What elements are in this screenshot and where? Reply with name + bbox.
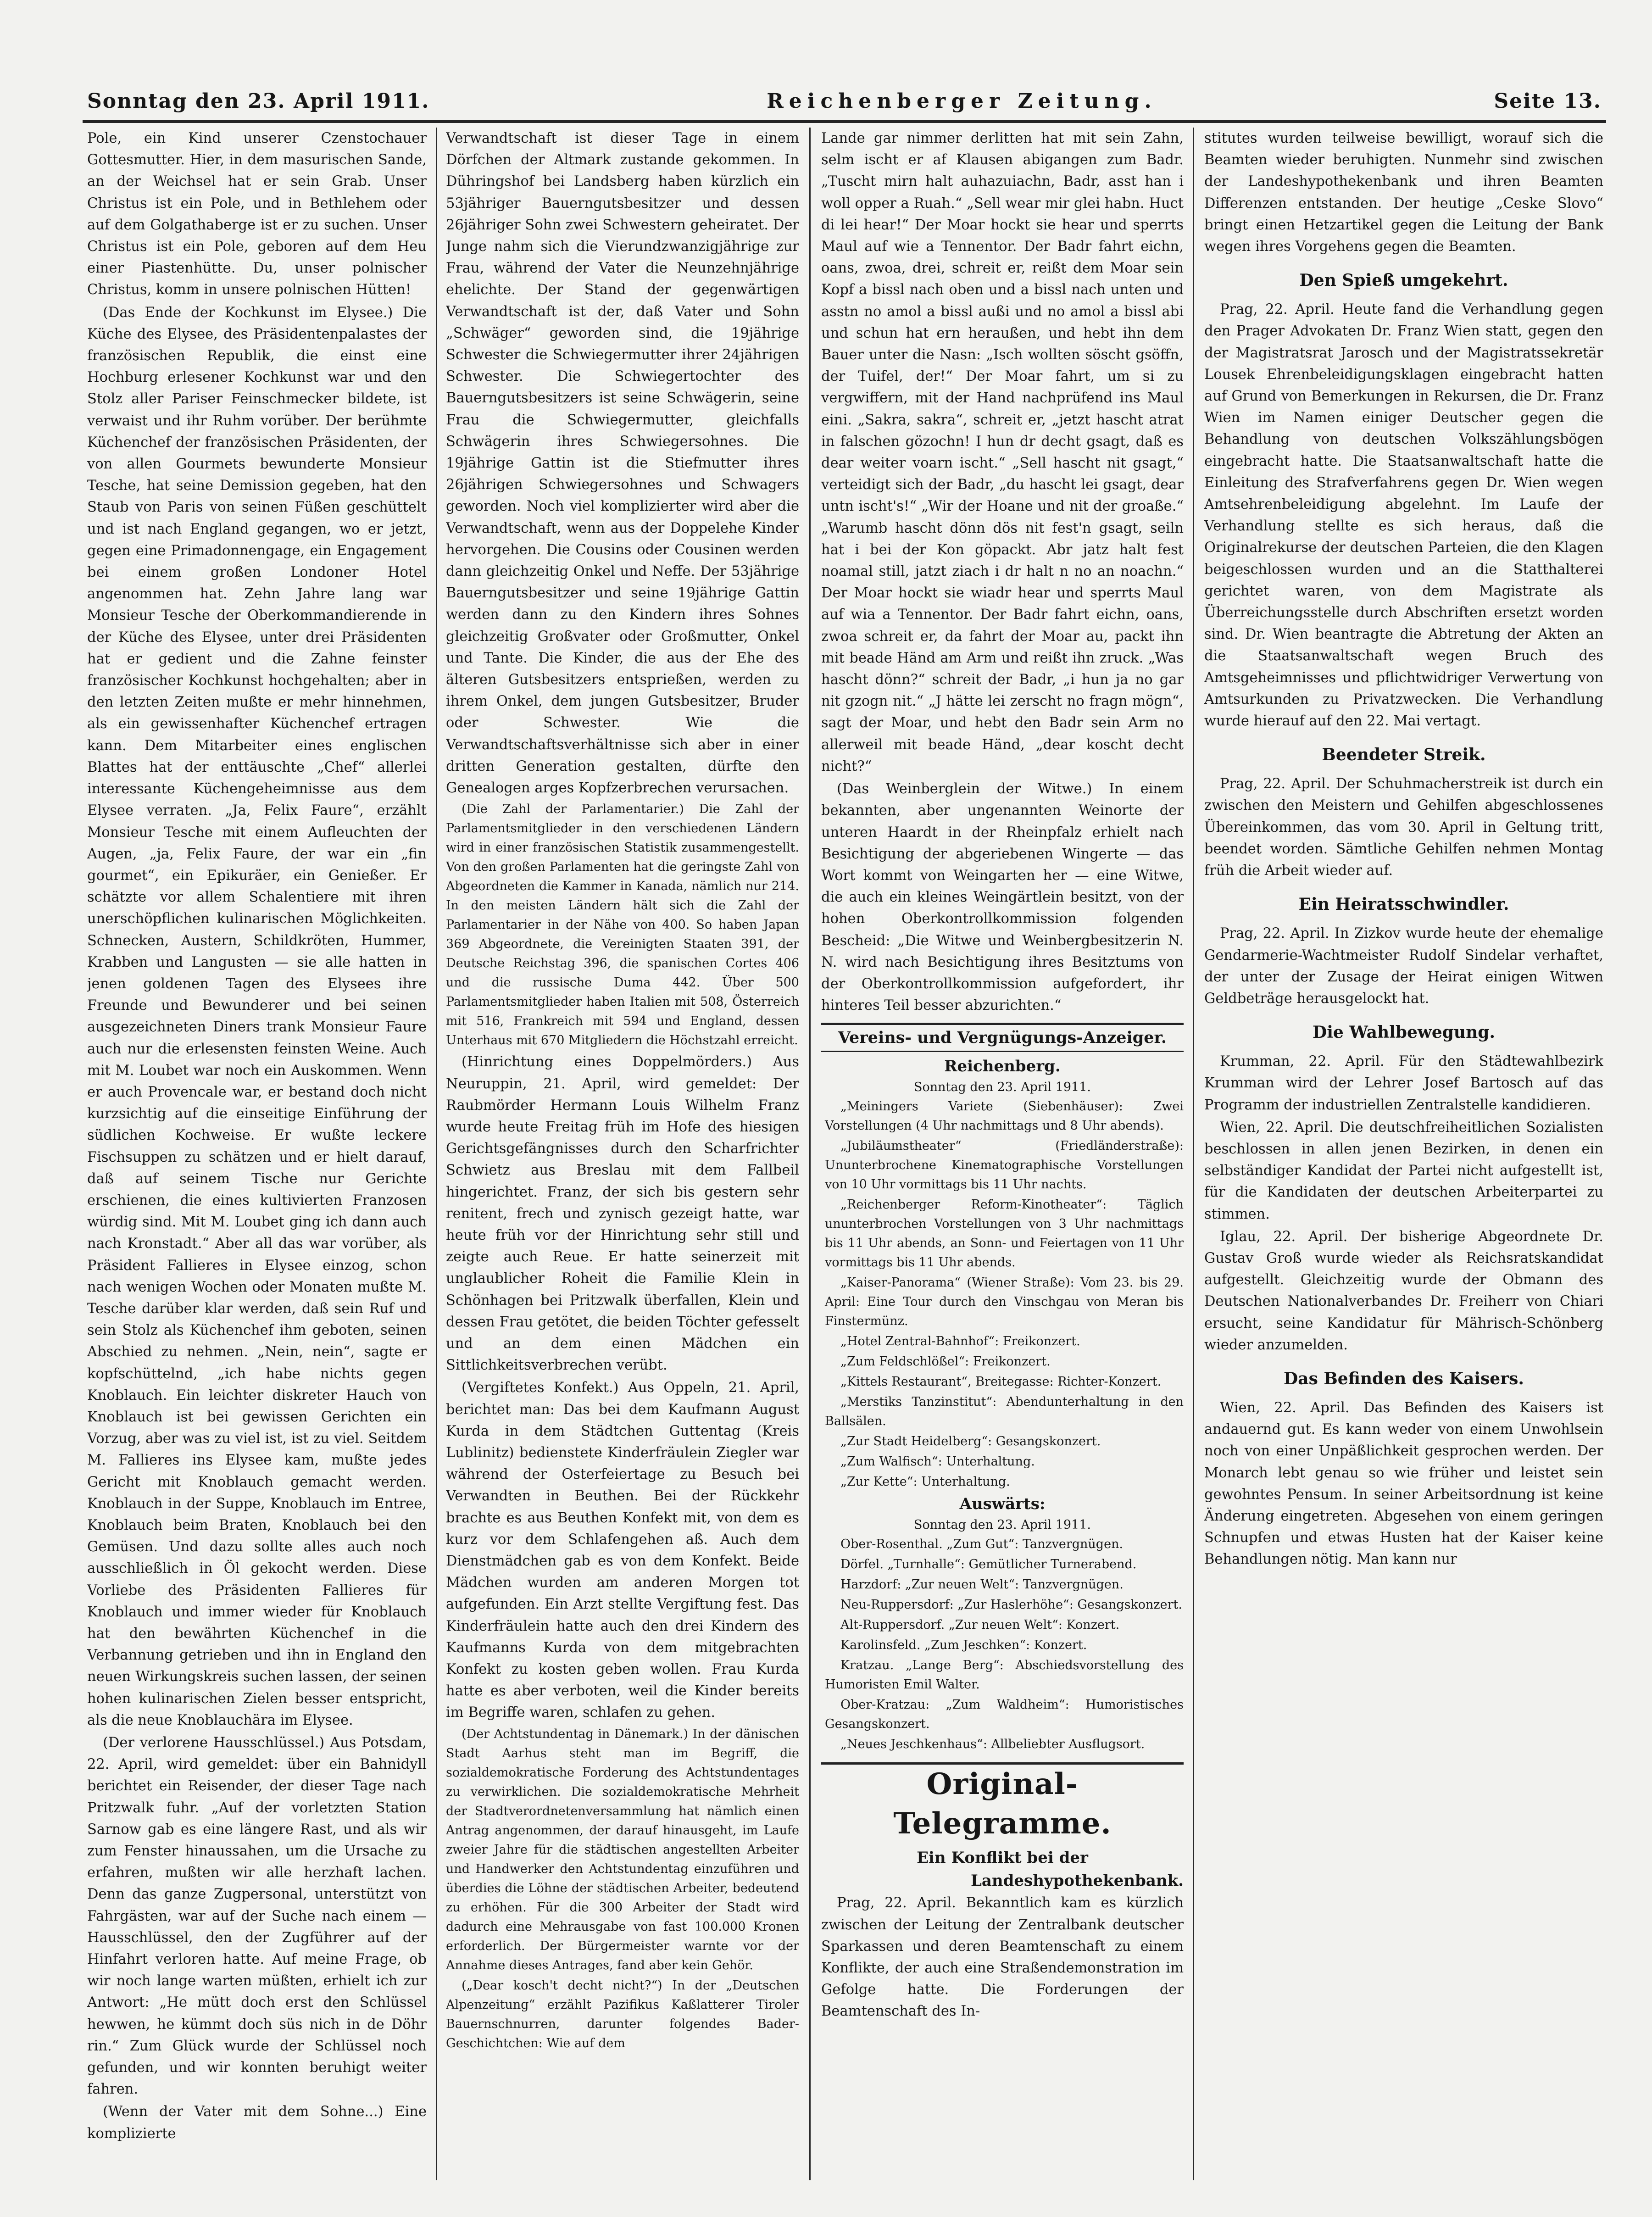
ad-item: „Zur Kette“: Unterhaltung. — [840, 1475, 1010, 1489]
page-header — [87, 83, 1602, 119]
column-divider — [809, 128, 811, 2180]
ad-item: „Kittels Restaurant“, Breitegasse: Richter-Konzert. — [840, 1375, 1162, 1389]
ad-item: Dörfel. „Turnhalle“: Gemütlicher Turnerabend. — [840, 1557, 1137, 1572]
ads-place: Reichenberg. — [944, 1057, 1061, 1076]
ad-item: Ober-Kratzau: „Zum Waldheim“: Humoristisches Gesangskonzert. — [825, 1698, 1184, 1732]
masthead: Reichenberger Zeitung. — [767, 89, 1157, 113]
ad-item: Kratzau. „Lange Berg“: Abschiedsvorstellung des Humoristen Emil Walter. — [825, 1658, 1184, 1692]
ad-item: „Hotel Zentral-Bahnhof“: Freikonzert. — [840, 1334, 1080, 1349]
article-heading: Ein Heiratsschwindler. — [1298, 895, 1509, 914]
article-paragraph: Iglau, 22. April. Der bisherige Abgeordnete Dr. Gustav Groß wurde wieder als Reichsratskandidat aufgestellt. Gleichzeitig wurde der Obmann des Deutschen Nationalverbandes Dr. Freiherr von Chiari ersucht, seine Kandidatur für Mährisch-Schönberg wieder anzumelden. — [1204, 1228, 1603, 1353]
ad-item: Karolinsfeld. „Zum Jeschken“: Konzert. — [840, 1638, 1087, 1653]
ad-item: „Neues Jeschkenhaus“: Allbeliebter Ausflugsort. — [840, 1737, 1145, 1752]
article-paragraph: (Das Ende der Kochkunst im Elysee.) Die Küche des Elysee, des Präsidentenpalastes der französischen Republik, die einst eine Hochburg erlesener Kochkunst war und den Stolz aller Pariser Feinschmecker bildete, ist verwaist und ihr Ruhm vorüber. Der berühmte Küchenchef der französischen Präsidenten, der von allen Gourmets bewunderte Monsieur Tesche, hat seine Demission gegeben, hat den Staub von Paris von seinen Füßen geschüttelt und ist nach England gegangen, wo er jetzt, gegen eine Primadonnengage, ein Engagement bei einem großen Londoner Hotel angenommen hat. Zehn Jahre lang war Monsieur Tesche der Oberkommandierende in der Küche des Elysee, unter drei Präsidenten hat er gedient und die Zahne feinster französischer Kochkunst hochgehalten; aber in den letzten Zeiten mußte er mehr hinnehmen, als ein gewissenhafter Küchenchef ertragen kann. Dem Mitarbeiter eines englischen Blattes hat der enttäuschte „Chef“ allerlei interessante Küchengeheimnisse aus dem Elysee verraten. „Ja, Felix Faure“, erzählt Monsieur Tesche mit einem Aufleuchten der Augen, „ja, Felix Faure, der war ein „fin gourmet“, ein Epikuräer, ein Genießer. Er schätzte vor allem Schalentiere mit ihren unerschöpflichen kulinarischen Möglichkeiten. Schnecken, Austern, Schildkröten, Hummer, Krabben und Langusten — sie alle hatten in jenen goldenen Tagen des Elysees ihre Freunde und Bewunderer und bei seinen ausgezeichneten Diners trank Monsieur Faure auch nur die erlesensten feinsten Weine. Auch mit M. Loubet war noch ein Auskommen. Wenn er auch Provencale war, er bestand doch nicht kurzsichtig auf die einseitige Einführung der südlichen Kochweise. Er wußte leckere Fischsuppen zu schätzen und er hielt darauf, daß auf seinem Tische nur Gerichte erschienen, die eines kultivierten Franzosen würdig sind. Mit M. Loubet ging ich dann auch nach Kronstadt.“ Aber all das war vorüber, als Präsident Fallieres in Elysee einzog, schon nach wenigen Wochen oder Monaten mußte M. Tesche darüber klar werden, daß sein Ruf und sein Stolz als Küchenchef ihm geboten, seinen Abschied zu nehmen. „Nein, nein“, sagte er kopfschüttelnd, „ich habe nichts gegen Knoblauch. Ein leichter diskreter Hauch von Knoblauch ist bei gewissen Gerichten ein Vorzug, aber was zu viel ist, ist zu viel. Seitdem M. Fallieres ins Elysee kam, mußte jedes Gericht mit Knoblauch gemacht werden. Knoblauch in der Suppe, Knoblauch im Entree, Knoblauch beim Braten, Knoblauch bei den Gemüsen. Und dazu sollte alles auch noch ausschließlich in Öl gekocht werden. Diese Vorliebe des Präsidenten Fallieres für Knoblauch und immer wieder für Knoblauch hat den bewährten Küchenchef in die Verbannung getrieben und ihn in England den neuen Wirkungskreis suchen lassen, der seinen hohen kulinarischen Zielen besser entspricht, als die neue Knoblauchära im Elysee. — [87, 304, 427, 1728]
article-paragraph: Wien, 22. April. Das Befinden des Kaisers ist andauernd gut. Es kann weder von einem Unwohlsein noch von einer Unpäßlichkeit gesprochen werden. Der Monarch lebt genau so wie früher und leistet sein gewohntes Pensum. In seiner Arbeitsordnung ist keine Änderung eingetreten. Abgesehen von einem geringen Schnupfen und etwas Husten hat der Kaiser keine Behandlungen nötig. Man kann nur — [1204, 1399, 1603, 1568]
article-heading: Das Befinden des Kaisers. — [1284, 1369, 1524, 1388]
ad-item: „Zur Stadt Heidelberg“: Gesangskonzert. — [840, 1434, 1101, 1449]
telegram-section-title: Original-Telegramme. — [821, 1762, 1184, 1844]
article-paragraph: (Der Achtstundentag in Dänemark.) In der dänischen Stadt Aarhus steht man im Begriff, die sozialdemokratische Forderung des Achtstundentages zu verwirklichen. Die sozialdemokratische Mehrheit der Stadtverordnetenversammlung hat nämlich einen Antrag angenommen, der darauf hinausgeht, im Laufe zweier Jahre für die städtischen angestellten Arbeiter und Handwerker den Achtstundentag einzuführen und überdies die Löhne der städtischen Arbeiter, bedeutend zu erhöhen. Für die 300 Arbeiter der Stadt wird dadurch eine Mehrausgabe von fast 100.000 Kronen erforderlich. Der Bürgermeister warnte vor der Annahme dieses Antrages, fand aber kein Gehör. — [446, 1727, 799, 1972]
article-paragraph: (Vergiftetes Konfekt.) Aus Oppeln, 21. April, berichtet man: Das bei dem Kaufmann August Kurda in dem Städtchen Guttentag (Kreis Lublinitz) bedienstete Kinderfräulein Ziegler war während der Osterfeiertage zu Besuch bei Verwandten in Beuthen. Bei der Rückkehr brachte es aus Beuthen Konfekt mit, von dem es kurz vor dem Schlafengehen aß. Auch dem Dienstmädchen gab es von dem Konfekt. Beide Mädchen wurden am anderen Morgen tot aufgefunden. Ein Arzt stellte Vergiftung fest. Das Kinderfräulein hatte auch den drei Kindern des Kaufmanns Kurda von dem mitgebrachten Konfekt zu kosten geben wollen. Frau Kurda hatte es aber verboten, weil die Kinder bereits im Begriffe waren, schlafen zu gehen. — [446, 1380, 799, 1721]
article-paragraph: (Die Zahl der Parlamentarier.) Die Zahl der Parlamentsmitglieder in den verschiedenen Ländern wird in einer französischen Statistik zusammengestellt. Von den großen Parlamenten hat die geringste Zahl von Abgeordneten die Kammer in Kanada, nämlich nur 214. In den meisten Ländern hält sich die Zahl der Parlamentarier in der Nähe von 400. So haben Japan 369 Abgeordnete, die Vereinigten Staaten 391, der Deutsche Reichstag 396, die spanischen Cortes 406 und die russische Duma 442. Über 500 Parlamentsmitglieder haben Italien mit 508, Österreich mit 516, Frankreich mit 594 und England, dessen Unterhaus mit 670 Mitgliedern die Höchstzahl erreicht. — [446, 802, 799, 1048]
article-paragraph: Prag, 22. April. Der Schuhmacherstreik ist durch ein zwischen den Meistern und Gehilfen abgeschlossenes Übereinkommen, das vom 30. April in Geltung tritt, beendet worden. Sämtliche Gehilfen nehmen Montag früh die Arbeit wieder auf. — [1204, 776, 1603, 879]
ads-date: Sonntag den 23. April 1911. — [914, 1080, 1091, 1095]
ad-item: „Reichenberger Reform-Kinotheater“: Täglich ununterbrochen Vorstellungen von 3 Uhr nachmittags bis 11 Uhr abends, an Sonn- und Feiertagen von 11 Uhr vormittags bis 11 Uhr abends. — [825, 1198, 1184, 1270]
column-3 — [821, 128, 1184, 2180]
ad-item: Ober-Rosenthal. „Zum Gut“: Tanzvergnügen. — [840, 1537, 1124, 1552]
telegram-subhead: Ein Konflikt bei der — [917, 1849, 1088, 1867]
ad-item: „Jubiläumstheater“ (Friedländerstraße): Ununterbrochene Kinematographische Vorstellungen von 10 Uhr vormittags bis 11 Uhr nachts. — [825, 1139, 1184, 1192]
column-1 — [87, 128, 427, 2180]
ads2-title: Auswärts: — [959, 1495, 1046, 1514]
ad-item: „Zum Walfisch“: Unterhaltung. — [840, 1454, 1035, 1469]
article-paragraph: stitutes wurden teilweise bewilligt, worauf sich die Beamten wieder beruhigten. Nunmehr sind zwischen der Landeshypothekenbank und ihren Beamten Differenzen entstanden. Der heutige „Ceske Slovo“ bringt einen Hetzartikel gegen die Leitung der Bank wegen ihres Vorgehens gegen die Beamten. — [1204, 130, 1603, 255]
article-heading: Beendeter Streik. — [1322, 745, 1486, 765]
article-paragraph: Lande gar nimmer derlitten hat mit sein Zahn, selm ischt er af Klausen abigangen zum Badr. „Tuscht mirn halt auhazuiachn, Badr, asst han i woll opper a Ruah.“ „Sell wear mir glei habn. Huct di lei hear!“ Der Moar hockt sie hear und sperrts Maul auf wie a Tennentor. Der Badr fahrt eichn, oans, zwoa, drei, schreit er, reißt dem Moar sein Kopf a bissl nach oben und a bissl nach unten und asstn no amol a bissl außi und no amol a bissl abi und schun hat ern heraußen, und hebt ihn dem Bauer unter die Nasn: „Isch wollten söscht gsöffn, der Tuifel, der!“ Der Moar fahrt, um si zu vergwiffern, mit der Hand nachprüfend ins Maul eini. „Sakra, sakra“, schreit er, „jetzt hascht atrat in falschen gözochn! I hun dr decht gsagt, daß es dear weiter voarn ischt.“ „Sell hascht nit gsagt,“ verteidigt sich der Badr, „du hascht lei gsagt, dear untn ischt's!“ „Wir der Hoane und nit der groaße.“ „Warumb hascht dönn dös nit fest'n gsagt, seiln hat i bei der Kon göpackt. Abr jatz halt fest noamal still, jatzt ziach i dr halt n no an noachn.“ Der Moar hockt sie wiadr hear und sperrts Maul auf wia a Tennentor. Der Badr fahrt eichn, oans, zwoa schreit er, da fahrt der Moar au, packt ihn mit beade Händ am Arm und reißt ihn zruck. „Was hascht dönn?“ schreit der Badr, „i hun ja no gar nit gzogn nit.“ „J hätte lei zerscht no fragn mögn“, sagt der Moar, und hebt den Badr sein Arm no allerweil mit beade Händ, „dear koscht decht nicht?“ — [821, 130, 1184, 774]
ad-item: „Zum Feldschlößel“: Freikonzert. — [840, 1354, 1051, 1369]
ad-item: „Kaiser-Panorama“ (Wiener Straße): Vom 23. bis 29. April: Eine Tour durch den Vinschgau von Meran bis Finstermünz. — [825, 1276, 1184, 1329]
article-paragraph: Prag, 22. April. Heute fand die Verhandlung gegen den Prager Advokaten Dr. Franz Wien statt, gegen den der Magistratsrat Jarosch und der Magistratssekretär Lousek Ehrenbeleidigungsklagen eingebracht hatten auf Grund von Bemerkungen in Rekursen, die Dr. Franz Wien im Namen einiger Deutscher gegen die Behandlung von deutschen Volkszählungsbögen eingebracht hatte. Die Staatsanwaltschaft hatte die Einleitung des Strafverfahrens gegen Dr. Wien wegen Amtsehrenbeleidigung abgelehnt. Im Laufe der Verhandlung stellte es sich heraus, daß die Originalrekurse der deutschen Parteien, die den Klagen beigeschlossen wurden und an die Statthalterei gerichtet waren, von dem Magistrate als Überreichungsstelle durch Abschriften ersetzt worden sind. Dr. Wien beantragte die Abtretung der Akten an die Staatsanwaltschaft wegen Bruch des Amtsgeheimnisses und pflichtwidriger Verwertung von Amtsurkunden zu Privatzwecken. Die Verhandlung wurde hierauf auf den 22. Mai vertagt. — [1204, 301, 1603, 730]
ad-item: „Meiningers Variete (Siebenhäuser): Zwei Vorstellungen (4 Uhr nachmittags und 8 Uhr abends). — [825, 1099, 1184, 1133]
article-paragraph: Pole, ein Kind unserer Czenstochauer Gottesmutter. Hier, in dem masurischen Sande, an der Weichsel hat er sein Grab. Unser Christus ist ein Pole, und in Bethlehem oder auf dem Golgathaberge ist er zu suchen. Unser Christus ist ein Pole, geboren auf dem Heu einer Piastenhütte. Du, unser polnischer Christus, komm in unsere polnischen Hütten! — [87, 130, 427, 298]
column-divider — [436, 128, 437, 2180]
article-paragraph: (Hinrichtung eines Doppelmörders.) Aus Neuruppin, 21. April, wird gemeldet: Der Raubmörder Hermann Louis Wilhelm Franz wurde heute Freitag früh im Hofe des hiesigen Gerichtsgefängnisses durch den Scharfrichter Schwietz aus Breslau mit dem Fallbeil hingerichtet. Franz, der sich bis gestern sehr renitent, frech und zynisch gezeigt hatte, war heute früh vor der Hinrichtung sehr still und zeigte auch Reue. Er hatte seinerzeit mit unglaublicher Roheit die Familie Klein in Schönhagen bei Pritzwalk überfallen, Klein und dessen Frau getötet, die beiden Töchter gefesselt und an dem einen Mädchen ein Sittlichkeitsverbrechen verübt. — [446, 1054, 799, 1374]
header-rule — [83, 120, 1606, 123]
ad-item: Alt-Ruppersdorf. „Zur neuen Welt“: Konzert. — [840, 1618, 1120, 1632]
article-paragraph: (Das Weinberglein der Witwe.) In einem bekannten, aber ungenannten Weinorte der unteren Haardt in der Rheinpfalz erhielt nach Besichtigung der abgeriebenen Wingerte — das Wort kommt von Weingarten her — eine Witwe, die auch ein kleines Weingärtlein besitzt, von der hohen Oberkontrollkommission folgenden Bescheid: „Die Witwe und Weinbergbesitzerin N. N. wird nach Besichtigung ihres Besitztums von der Oberkontrollkommission aufgefordert, ihr hinteres Teil besser abzurichten.“ — [821, 781, 1184, 1014]
telegram-subhead: Landeshypothekenbank. — [970, 1872, 1184, 1890]
column-divider — [1193, 128, 1194, 2180]
article-heading: Den Spieß umgekehrt. — [1299, 271, 1508, 290]
page-number: Seite 13. — [1494, 89, 1602, 113]
article-paragraph: Krumman, 22. April. Für den Städtewahlbezirk Krumman wird der Lehrer Josef Bartosch auf das Programm der industriellen Zentralstelle kandidieren. — [1204, 1053, 1603, 1113]
ads-section-title: Vereins- und Vergnügungs-Anzeiger. — [821, 1023, 1184, 1052]
article-paragraph: („Dear kosch't decht nicht?“) In der „Deutschen Alpenzeitung“ erzählt Pazifikus Kaßlatterer Tiroler Bauernschnurren, darunter folgendes Bader-Geschichtchen: Wie auf dem — [446, 1978, 799, 2050]
header-date: Sonntag den 23. April 1911. — [87, 89, 430, 113]
article-paragraph: Prag, 22. April. Bekanntlich kam es kürzlich zwischen der Leitung der Zentralbank deutscher Sparkassen und deren Beamtenschaft zu einem Konflikte, der auch eine Straßendemonstration im Gefolge hatte. Die Forderungen der Beamtenschaft des In- — [821, 1895, 1184, 2020]
article-paragraph: Verwandtschaft ist dieser Tage in einem Dörfchen der Altmark zustande gekommen. In Dühringshof bei Landsberg haben kürzlich ein 53jähriger Bauerngutsbesitzer und dessen 26jähriger Sohn zwei Schwestern geheiratet. Der Junge nahm sich die Vierundzwanzigjährige zur Frau, während der Vater die Neunzehnjährige ehelichte. Der Stand der gegenwärtigen Verwandtschaft ist der, daß Vater und Sohn „Schwäger“ geworden sind, die 19jährige Schwester die Schwiegermutter ihrer 24jährigen Schwester. Die Schwiegertochter des Bauerngutsbesitzers ist seine Schwägerin, seine Frau die Schwiegermutter, gleichfalls Schwägerin ihres Schwiegersohnes. Die 19jährige Gattin ist die Stiefmutter ihres 26jährigen Schwiegersohnes und Schwagers geworden. Noch viel komplizierter wird aber die Verwandtschaft, wenn aus der Doppelehe Kinder hervorgehen. Die Cousins oder Cousinen werden dann gleichzeitig Onkel und Neffe. Der 53jährige Bauerngutsbesitzer und seine 19jährige Gattin werden dann zu den Kindern ihres Sohnes gleichzeitig Großvater oder Großmutter, Onkel und Tante. Die Kinder, die aus der Ehe des älteren Gutsbesitzers entsprießen, werden zu ihrem Onkel, dem jungen Gutsbesitzer, Bruder oder Schwester. Wie die Verwandtschaftsverhältnisse sich aber in einer dritten Generation gestalten, dürfte den Genealogen arges Kopfzerbrechen verursachen. — [446, 130, 799, 797]
column-4 — [1204, 128, 1603, 2180]
ad-item: Harzdorf: „Zur neuen Welt“: Tanzvergnügen. — [840, 1577, 1124, 1592]
ads2-date: Sonntag den 23. April 1911. — [914, 1518, 1091, 1532]
article-paragraph: Wien, 22. April. Die deutschfreiheitlichen Sozialisten beschlossen in allen jenen Bezirken, in denen ein selbständiger Kandidat der Partei nicht aufgestellt ist, für die Kandidaten der deutschen Arbeiterpartei zu stimmen. — [1204, 1119, 1603, 1222]
article-heading: Die Wahlbewegung. — [1312, 1023, 1495, 1042]
article-paragraph: Prag, 22. April. In Zizkov wurde heute der ehemalige Gendarmerie-Wachtmeister Rudolf Sindelar verhaftet, der unter der Zusage der Heirat einigen Witwen Geldbeträge herausgelockt hat. — [1204, 925, 1603, 1007]
ad-item: Neu-Ruppersdorf: „Zur Haslerhöhe“: Gesangskonzert. — [840, 1598, 1182, 1612]
ad-item: „Merstiks Tanzinstitut“: Abendunterhaltung in den Ballsälen. — [825, 1395, 1184, 1429]
article-paragraph: (Der verlorene Hausschlüssel.) Aus Potsdam, 22. April, wird gemeldet: über ein Bahnidyll berichtet ein Reisender, der dieser Tage nach Pritzwalk fuhr. „Auf der vorletzten Station Sarnow gab es eine längere Rast, und als wir zum Fenster hinaussahen, um die Ursache zu erfahren, mußten wir alle herzhaft lachen. Denn das ganze Zugpersonal, unterstützt von Fahrgästen, war auf der Suche nach einem — Hausschlüssel, den der Zugführer auf der Hinfahrt verloren hatte. Auf meine Frage, ob wir noch lange warten müßten, erhielt ich zur Antwort: „He mütt doch erst den Schlüssel hewwen, he kümmt doch süs nich in de Döhr rin.“ Zum Glück wurde der Schlüssel noch gefunden, und wir konnten beruhigt weiter fahren. — [87, 1735, 427, 2098]
article-paragraph: (Wenn der Vater mit dem Sohne...) Eine komplizierte — [87, 2104, 427, 2142]
column-2 — [446, 128, 799, 2180]
